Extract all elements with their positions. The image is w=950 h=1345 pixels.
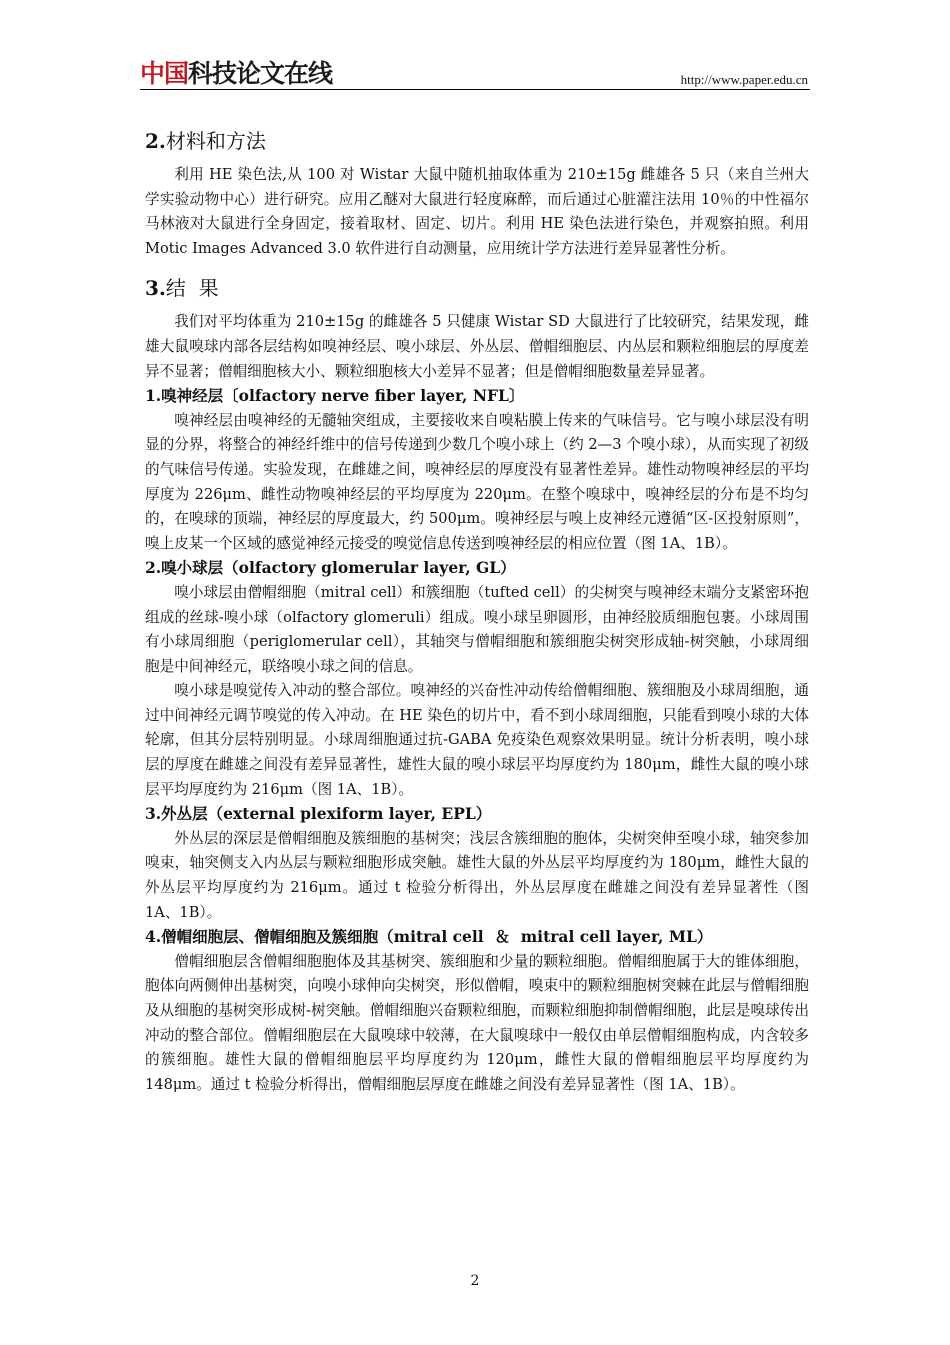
gl-paragraph-1: 嗅小球层由僧帽细胞（mitral cell）和簇细胞（tufted cell）的尖树突与嗅神经末端分支紧密环抱组成的丝球-嗅小球（olfactory glomeruli）组成。嗅小球呈卵圆形，由神经胶质细胞包裹。小球周围有小球周细胞（periglomerular cell），其轴突与僧帽细胞和簇细胞尖树突形成轴-树突触，小球周细胞是中间神经元，联络嗅小球之间的信息。 [145, 583, 809, 675]
ml-paragraph: 僧帽细胞层含僧帽细胞胞体及其基树突、簇细胞和少量的颗粒细胞。僧帽细胞属于大的锥体细胞，胞体向两侧伸出基树突，向嗅小球伸向尖树突，形似僧帽，嗅束中的颗粒细胞树突棘在此层与僧帽细胞及从细胞的基树突形成树-树突触。僧帽细胞兴奋颗粒细胞，而颗粒细胞抑制僧帽细胞，此层是嗅球传出冲动的整合部位。僧帽细胞层在大鼠嗅球中较薄，在大鼠嗅球中一般仅由单层僧帽细胞构成，内含较多的簇细胞。雄性大鼠的僧帽细胞层平均厚度约为 120μm，雌性大鼠的僧帽细胞层平均厚度约为 148μm。通过 t 检验分析得出，僧帽细胞层厚度在雌雄之间没有差异显著性（图 1A、1B）。 [145, 952, 809, 1093]
section-heading-results [145, 275, 809, 301]
logo-part-1: 中国 [140, 59, 189, 88]
gl-paragraph-2: 嗅小球是嗅觉传入冲动的整合部位。嗅神经的兴奋性冲动传给僧帽细胞、簇细胞及小球周细胞，通过中间神经元调节嗅觉的传入冲动。在 HE 染色的切片中，看不到小球周细胞，只能看到嗅小球的大体轮廓，但其分层特别明显。小球周细胞通过抗-GABA 免疫染色观察效果明显。统计分析表明，嗅小球层的厚度在雌雄之间没有差异显著性，雄性大鼠的嗅小球层平均厚度约为 180μm，雌性大鼠的嗅小球层平均厚度约为 216μm（图 1A、1B）。 [145, 682, 809, 798]
section-number-results: 3. [145, 276, 166, 301]
section-heading-methods [145, 128, 809, 154]
header-rule [140, 89, 810, 90]
section-title-methods: 材料和方法 [165, 129, 266, 153]
subsection-heading-ml: 4.僧帽细胞层、僧帽细胞及簇细胞（mitral cell ＆ mitral cell layer, ML） [145, 927, 713, 947]
subsection-heading-epl: 3.外丛层（external plexiform layer, EPL） [145, 804, 492, 824]
subsection-heading-gl: 2.嗅小球层（olfactory glomerular layer, GL） [145, 558, 516, 578]
results-intro-paragraph: 我们对平均体重为 210±15g 的雌雄各 5 只健康 Wistar SD 大鼠进行了比较研究，结果发现，雌雄大鼠嗅球内部各层结构如嗅神经层、嗅小球层、外丛层、僧帽细胞层、内丛层和颗粒细胞层的厚度差异不显著；僧帽细胞核大小、颗粒细胞核大小差异不显著；但是僧帽细胞数量差异显著。 [145, 313, 809, 380]
header-url[interactable]: http://www.paper.edu.cn [680, 72, 808, 87]
epl-paragraph: 外丛层的深层是僧帽细胞及簇细胞的基树突；浅层含簇细胞的胞体，尖树突伸至嗅小球，轴突参加嗅束，轴突侧支入内丛层与颗粒细胞形成突触。雄性大鼠的外丛层平均厚度约为 180μm，雌性大鼠的外丛层平均厚度约为 216μm。通过 t 检验分析得出，外丛层厚度在雌雄之间没有差异显著性（图 1A、1B）。 [145, 829, 809, 921]
logo-part-2: 科技论文在线 [188, 59, 333, 88]
section-title-results: 结 果 [165, 276, 219, 301]
page-header [140, 60, 810, 92]
page-body [145, 128, 809, 1097]
nfl-paragraph: 嗅神经层由嗅神经的无髓轴突组成，主要接收来自嗅粘膜上传来的气味信号。它与嗅小球层没有明显的分界，将整合的神经纤维中的信号传递到少数几个嗅小球上（约 2—3 个嗅小球），从而实现了初级的气味信号传递。实验发现，在雌雄之间，嗅神经层的厚度没有显著性差异。雄性动物嗅神经层的平均厚度为 226μm、雌性动物嗅神经层的平均厚度为 220μm。在整个嗅球中，嗅神经层的分布是不均匀的，在嗅球的顶端，神经层的厚度最大，约 500μm。嗅神经层与嗅上皮神经元遵循“区-区投射原则”，嗅上皮某一个区域的感觉神经元接受的嗅觉信息传送到嗅神经层的相应位置（图 1A、1B）。 [145, 411, 809, 552]
site-logo [140, 60, 332, 88]
page-number: 2 [470, 1273, 480, 1289]
section-number-methods: 2. [145, 129, 166, 153]
methods-paragraph: 利用 HE 染色法,从 100 对 Wistar 大鼠中随机抽取体重为 210±15g 雌雄各 5 只（来自兰州大学实验动物中心）进行研究。应用乙醚对大鼠进行轻度麻醉，而后通过心脏灌注法用 10％的中性福尔马林液对大鼠进行全身固定，接着取材、固定、切片。利用 HE 染色法进行染色，并观察拍照。利用 Motic Images Advanced 3.0 软件进行自动测量，应用统计学方法进行差异显著性分析。 [145, 166, 809, 257]
subsection-heading-nfl: 1.嗅神经层〔olfactory nerve fiber layer, NFL〕 [145, 386, 525, 406]
